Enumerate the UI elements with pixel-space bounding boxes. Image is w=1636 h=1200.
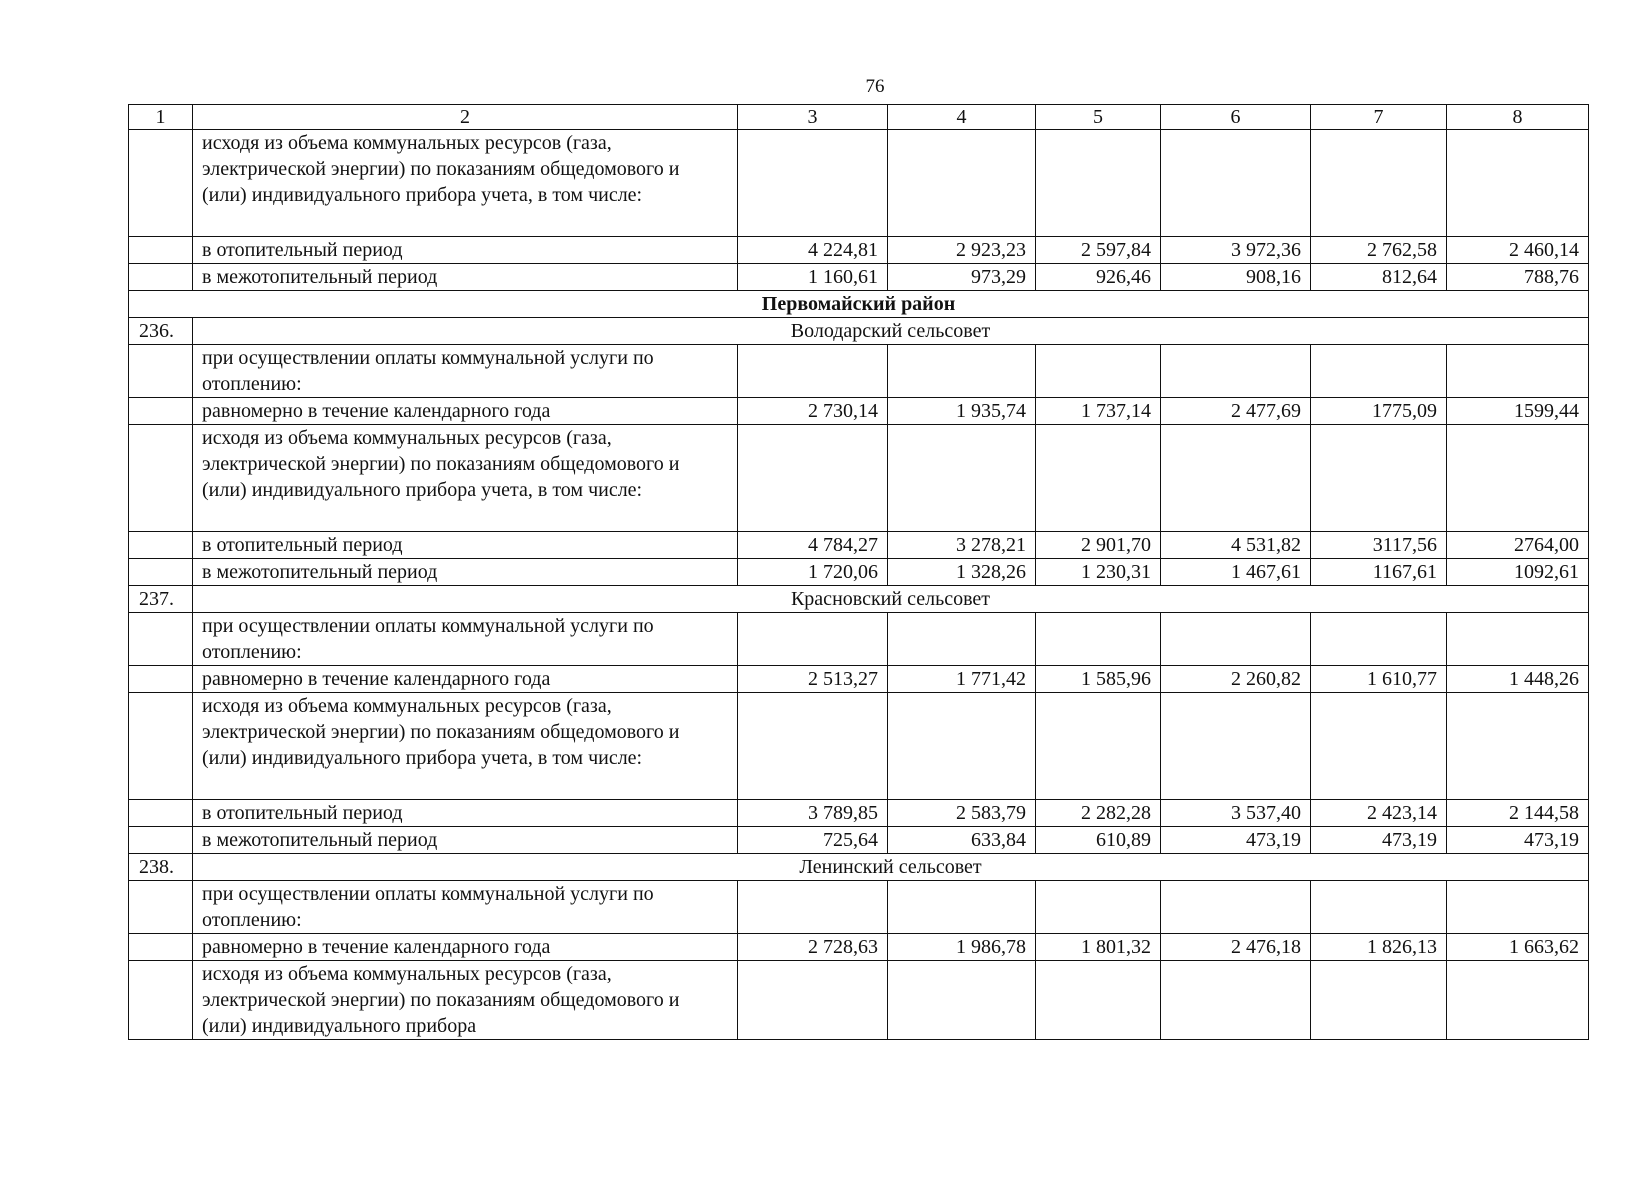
table-row [129,666,1589,693]
row-description: в отопительный период [193,237,738,264]
table-row [129,881,1589,934]
row-number [129,881,193,934]
council-row [129,586,1589,613]
value-cell: 4 531,82 [1161,532,1311,559]
table-row [129,559,1589,586]
row-number [129,800,193,827]
row-number [129,559,193,586]
row-number: 237. [129,586,193,613]
value-cell [1311,693,1447,800]
district-row [129,291,1589,318]
value-cell: 1 801,32 [1036,934,1161,961]
row-description: в межотопительный период [193,827,738,854]
header-cell: 8 [1447,105,1589,130]
value-cell: 788,76 [1447,264,1589,291]
table-row [129,800,1589,827]
value-cell [1036,693,1161,800]
row-number [129,693,193,800]
row-description: при осуществлении оплаты коммунальной услуги по отоплению: [193,613,738,666]
value-cell: 1167,61 [1311,559,1447,586]
council-row [129,318,1589,345]
value-cell [738,961,888,1040]
value-cell: 926,46 [1036,264,1161,291]
table-row [129,264,1589,291]
value-cell [888,425,1036,532]
value-cell [1311,613,1447,666]
council-title: Красновский сельсовет [193,586,1589,613]
value-cell [1036,345,1161,398]
value-cell [738,425,888,532]
row-number [129,613,193,666]
header-cell: 1 [129,105,193,130]
value-cell [1311,345,1447,398]
value-cell: 2 477,69 [1161,398,1311,425]
value-cell: 2 476,18 [1161,934,1311,961]
header-cell: 7 [1311,105,1447,130]
value-cell [1447,130,1589,237]
value-cell: 2 597,84 [1036,237,1161,264]
council-title: Ленинский сельсовет [193,854,1589,881]
value-cell: 473,19 [1311,827,1447,854]
value-cell [1447,881,1589,934]
value-cell [1161,130,1311,237]
value-cell: 2 282,28 [1036,800,1161,827]
value-cell [1311,961,1447,1040]
row-description: в отопительный период [193,532,738,559]
value-cell [1447,425,1589,532]
value-cell [1447,345,1589,398]
value-cell: 725,64 [738,827,888,854]
value-cell: 473,19 [1447,827,1589,854]
value-cell [738,693,888,800]
value-cell: 908,16 [1161,264,1311,291]
value-cell [1161,345,1311,398]
value-cell: 1 160,61 [738,264,888,291]
value-cell: 3117,56 [1311,532,1447,559]
page-number: 76 [865,76,885,97]
row-description: в межотопительный период [193,559,738,586]
table-body [129,105,1589,1040]
value-cell [1036,961,1161,1040]
row-number [129,237,193,264]
row-number [129,827,193,854]
value-cell: 1 737,14 [1036,398,1161,425]
value-cell [1311,130,1447,237]
value-cell [1161,881,1311,934]
tariff-table [128,104,1589,1040]
value-cell [738,345,888,398]
value-cell [738,881,888,934]
row-description: в отопительный период [193,800,738,827]
header-cell: 5 [1036,105,1161,130]
table-row [129,613,1589,666]
value-cell: 1775,09 [1311,398,1447,425]
value-cell: 2 762,58 [1311,237,1447,264]
value-cell: 1 467,61 [1161,559,1311,586]
value-cell [888,961,1036,1040]
value-cell: 1 230,31 [1036,559,1161,586]
value-cell: 2 460,14 [1447,237,1589,264]
row-description: равномерно в течение календарного года [193,398,738,425]
value-cell: 2 144,58 [1447,800,1589,827]
value-cell: 610,89 [1036,827,1161,854]
row-description: в межотопительный период [193,264,738,291]
value-cell: 812,64 [1311,264,1447,291]
header-cell: 2 [193,105,738,130]
value-cell: 1 986,78 [888,934,1036,961]
value-cell [738,130,888,237]
value-cell [888,130,1036,237]
value-cell: 1 826,13 [1311,934,1447,961]
value-cell [1036,613,1161,666]
value-cell: 4 784,27 [738,532,888,559]
value-cell: 1 771,42 [888,666,1036,693]
value-cell: 1 935,74 [888,398,1036,425]
value-cell [1447,613,1589,666]
row-number: 236. [129,318,193,345]
value-cell [1161,425,1311,532]
row-description: исходя из объема коммунальных ресурсов (газа, электрической энергии) по показаниям общедомового и (или) индивидуального прибора [193,961,738,1040]
table-row [129,237,1589,264]
value-cell [888,613,1036,666]
value-cell: 3 278,21 [888,532,1036,559]
row-number [129,961,193,1040]
value-cell [1311,881,1447,934]
district-title: Первомайский район [129,291,1589,318]
value-cell [1447,693,1589,800]
value-cell [1161,693,1311,800]
row-number [129,345,193,398]
row-number [129,532,193,559]
value-cell: 2 513,27 [738,666,888,693]
value-cell: 2 901,70 [1036,532,1161,559]
table-row [129,532,1589,559]
council-row [129,854,1589,881]
row-description: исходя из объема коммунальных ресурсов (газа, электрической энергии) по показаниям общедомового и (или) индивидуального прибора учета, в том числе: [193,693,738,800]
row-number [129,934,193,961]
value-cell: 1092,61 [1447,559,1589,586]
value-cell: 4 224,81 [738,237,888,264]
value-cell: 2 260,82 [1161,666,1311,693]
value-cell [1036,425,1161,532]
value-cell [1161,961,1311,1040]
value-cell: 2 923,23 [888,237,1036,264]
value-cell [1311,425,1447,532]
value-cell: 633,84 [888,827,1036,854]
row-number [129,130,193,237]
value-cell: 973,29 [888,264,1036,291]
row-number [129,398,193,425]
row-description: при осуществлении оплаты коммунальной услуги по отоплению: [193,881,738,934]
table-row [129,130,1589,237]
row-description: при осуществлении оплаты коммунальной услуги по отоплению: [193,345,738,398]
table-row [129,398,1589,425]
value-cell: 2 423,14 [1311,800,1447,827]
value-cell [888,881,1036,934]
council-title: Володарский сельсовет [193,318,1589,345]
table-row [129,693,1589,800]
value-cell [1447,961,1589,1040]
value-cell: 2764,00 [1447,532,1589,559]
row-description: равномерно в течение календарного года [193,934,738,961]
row-number [129,425,193,532]
value-cell: 3 537,40 [1161,800,1311,827]
value-cell: 2 583,79 [888,800,1036,827]
value-cell: 2 730,14 [738,398,888,425]
value-cell [888,345,1036,398]
row-description: исходя из объема коммунальных ресурсов (газа, электрической энергии) по показаниям общедомового и (или) индивидуального прибора учета, в том числе: [193,425,738,532]
value-cell [1036,130,1161,237]
table-row [129,961,1589,1040]
header-cell: 6 [1161,105,1311,130]
value-cell: 1 610,77 [1311,666,1447,693]
row-number [129,666,193,693]
table-row [129,345,1589,398]
table-row [129,827,1589,854]
value-cell: 1 720,06 [738,559,888,586]
row-number: 238. [129,854,193,881]
row-description: равномерно в течение календарного года [193,666,738,693]
value-cell [888,693,1036,800]
value-cell: 1 663,62 [1447,934,1589,961]
header-cell: 3 [738,105,888,130]
value-cell: 1 328,26 [888,559,1036,586]
value-cell: 1599,44 [1447,398,1589,425]
value-cell [738,613,888,666]
table-row [129,425,1589,532]
header-row [129,105,1589,130]
value-cell: 3 789,85 [738,800,888,827]
header-cell: 4 [888,105,1036,130]
value-cell: 473,19 [1161,827,1311,854]
value-cell: 1 448,26 [1447,666,1589,693]
value-cell [1161,613,1311,666]
value-cell: 3 972,36 [1161,237,1311,264]
row-number [129,264,193,291]
table-row [129,934,1589,961]
value-cell: 2 728,63 [738,934,888,961]
row-description: исходя из объема коммунальных ресурсов (газа, электрической энергии) по показаниям общедомового и (или) индивидуального прибора учета, в том числе: [193,130,738,237]
value-cell: 1 585,96 [1036,666,1161,693]
value-cell [1036,881,1161,934]
